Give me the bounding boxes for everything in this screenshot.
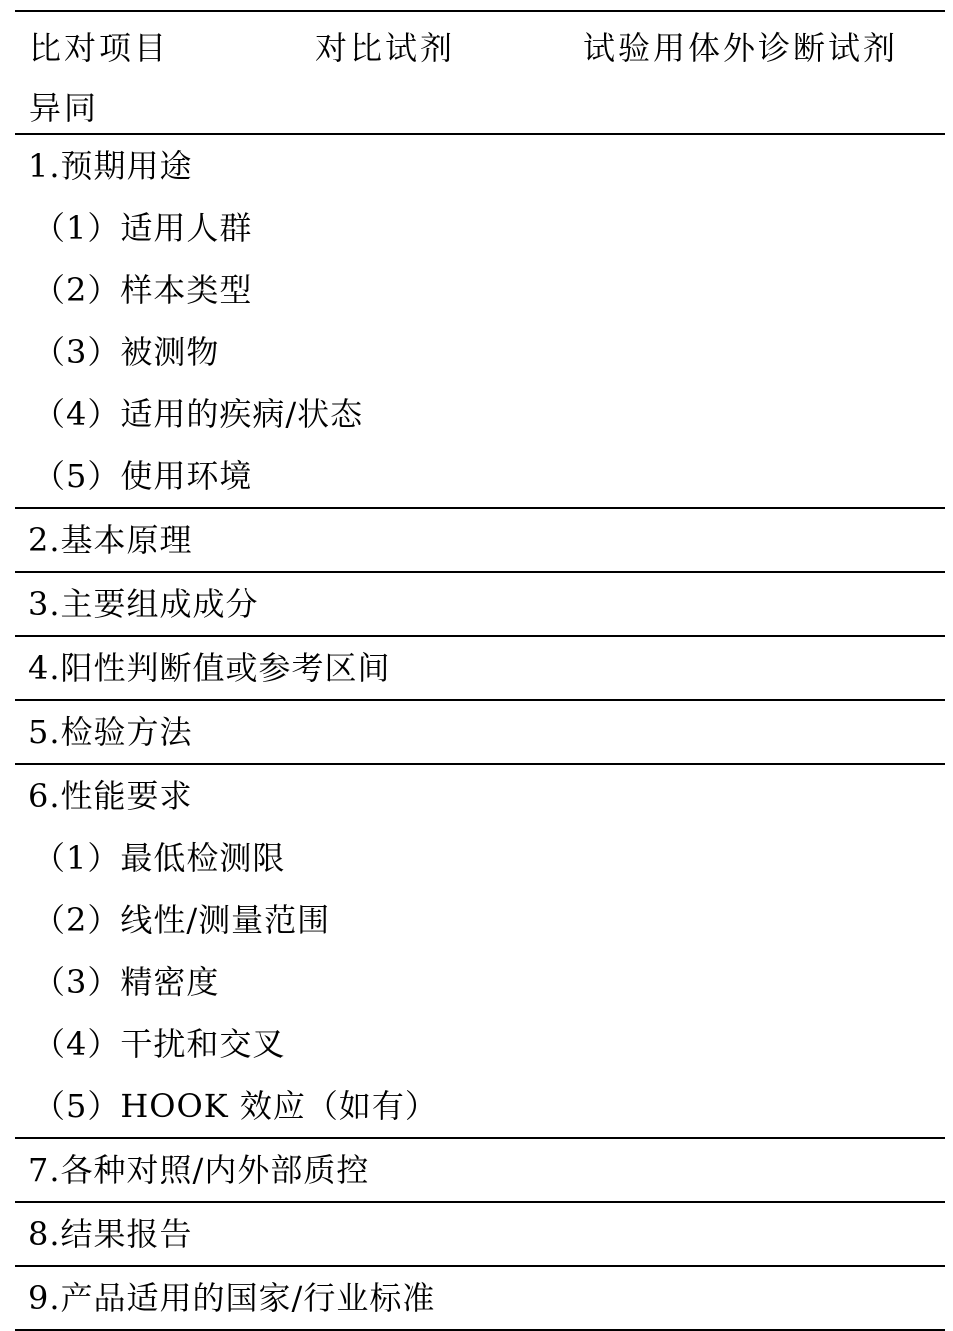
sub-item: （3）精密度	[33, 963, 220, 1001]
section-controls	[15, 1139, 945, 1203]
sub-item: （4）适用的疾病/状态	[33, 395, 364, 433]
section-standards	[15, 1267, 945, 1331]
section-title: 6.性能要求	[28, 777, 193, 815]
header-comparison-reagent: 对比试剂	[315, 29, 456, 67]
section-title: 5.检验方法	[28, 713, 193, 751]
section-method	[15, 701, 945, 765]
header-difference: 异同	[29, 89, 100, 127]
comparison-table	[15, 10, 945, 1331]
sub-item: （3）被测物	[33, 333, 220, 371]
section-title: 3.主要组成成分	[28, 585, 259, 623]
section-title: 1.预期用途	[28, 147, 193, 185]
sub-item: （4）干扰和交叉	[33, 1025, 286, 1063]
header-test-reagent: 试验用体外诊断试剂	[583, 29, 899, 67]
sub-item: （2）线性/测量范围	[33, 901, 331, 939]
section-intended-use	[15, 135, 945, 509]
sub-item: （5）使用环境	[33, 457, 253, 495]
sub-item: （1）最低检测限	[33, 839, 286, 877]
section-components	[15, 573, 945, 637]
section-principle	[15, 509, 945, 573]
header-compare-item: 比对项目	[29, 29, 170, 67]
section-cutoff	[15, 637, 945, 701]
section-performance	[15, 765, 945, 1139]
section-title: 7.各种对照/内外部质控	[28, 1151, 370, 1189]
section-title: 2.基本原理	[28, 521, 193, 559]
sub-item: （5）HOOK 效应（如有）	[33, 1087, 438, 1125]
sub-item: （2）样本类型	[33, 271, 253, 309]
section-title: 8.结果报告	[28, 1215, 193, 1253]
section-title: 9.产品适用的国家/行业标准	[28, 1279, 436, 1317]
sub-item: （1）适用人群	[33, 209, 253, 247]
table-header	[15, 12, 945, 135]
section-title: 4.阳性判断值或参考区间	[28, 649, 391, 687]
section-report	[15, 1203, 945, 1267]
